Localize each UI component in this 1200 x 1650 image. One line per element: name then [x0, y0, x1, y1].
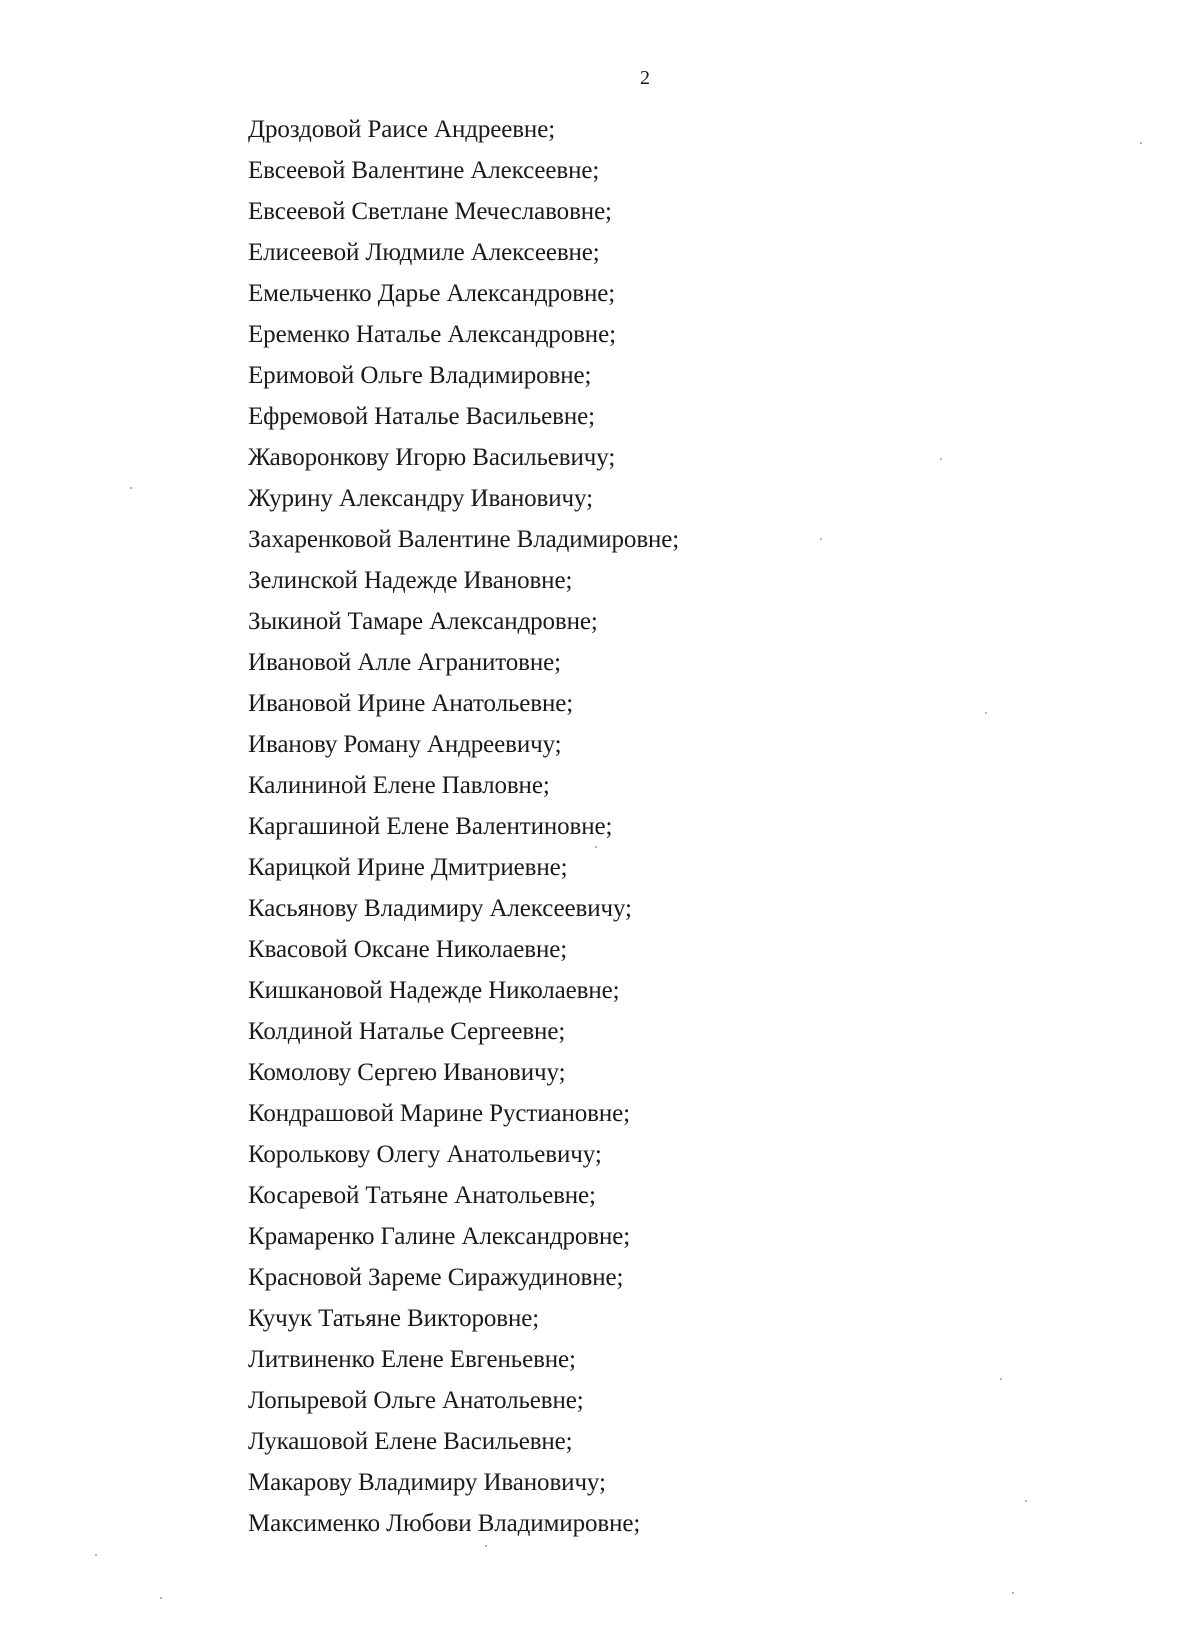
scan-speck: [95, 1554, 97, 1556]
name-list: [248, 109, 679, 1544]
name-list-item: Косаревой Татьяне Анатольевне;: [248, 1182, 596, 1209]
name-list-item: Евсеевой Светлане Мечеславовне;: [248, 198, 612, 225]
name-list-item: Ивановой Ирине Анатольевне;: [248, 690, 574, 717]
name-list-item: Ивановой Алле Агранитовне;: [248, 649, 562, 676]
name-list-item: Касьянову Владимиру Алексеевичу;: [248, 895, 632, 922]
name-list-item: Лопыревой Ольге Анатольевне;: [248, 1387, 584, 1414]
name-list-item: Емельченко Дарье Александровне;: [248, 280, 616, 307]
page-number: 2: [640, 67, 650, 89]
name-list-item: Жаворонкову Игорю Васильевичу;: [248, 444, 616, 471]
name-list-item: Кишкановой Надежде Николаевне;: [248, 977, 620, 1004]
scan-speck: [1140, 142, 1142, 144]
name-list-item: Зыкиной Тамаре Александровне;: [248, 608, 598, 635]
name-list-item: Журину Александру Ивановичу;: [248, 485, 593, 512]
name-list-item: Макарову Владимиру Ивановичу;: [248, 1469, 606, 1496]
name-list-item: Елисеевой Людмиле Алексеевне;: [248, 239, 600, 266]
name-list-item: Максименко Любови Владимировне;: [248, 1510, 641, 1537]
name-list-item: Еримовой Ольге Владимировне;: [248, 362, 592, 389]
scan-speck: [130, 487, 132, 489]
name-list-item: Крамаренко Галине Александровне;: [248, 1223, 631, 1250]
scan-speck: [820, 538, 822, 540]
name-list-item: Захаренковой Валентине Владимировне;: [248, 526, 680, 553]
name-list-item: Каргашиной Елене Валентиновне;: [248, 813, 613, 840]
name-list-item: Колдиной Наталье Сергеевне;: [248, 1018, 566, 1045]
scan-speck: [1000, 1378, 1002, 1380]
scan-speck: [485, 1545, 487, 1547]
name-list-item: Калининой Елене Павловне;: [248, 772, 550, 799]
scan-speck: [985, 712, 987, 714]
scan-speck: [1012, 1592, 1014, 1594]
name-list-item: Ефремовой Наталье Васильевне;: [248, 403, 595, 430]
name-list-item: Зелинской Надежде Ивановне;: [248, 567, 573, 594]
name-list-item: Карицкой Ирине Дмитриевне;: [248, 854, 568, 881]
scan-speck: [595, 846, 597, 848]
name-list-item: Кучук Татьяне Викторовне;: [248, 1305, 540, 1332]
name-list-item: Еременко Наталье Александровне;: [248, 321, 616, 348]
name-list-item: Евсеевой Валентине Алексеевне;: [248, 157, 600, 184]
scan-speck: [1025, 1500, 1027, 1502]
name-list-item: Квасовой Оксане Николаевне;: [248, 936, 568, 963]
scan-speck: [940, 458, 942, 460]
name-list-item: Кондрашовой Марине Рустиановне;: [248, 1100, 630, 1127]
name-list-item: Комолову Сергею Ивановичу;: [248, 1059, 566, 1086]
name-list-item: Литвиненко Елене Евгеньевне;: [248, 1346, 576, 1373]
name-list-item: Лукашовой Елене Васильевне;: [248, 1428, 573, 1455]
name-list-item: Иванову Роману Андреевичу;: [248, 731, 562, 758]
name-list-item: Красновой Зареме Сиражудиновне;: [248, 1264, 624, 1291]
name-list-item: Дроздовой Раисе Андреевне;: [248, 116, 556, 143]
scan-speck: [160, 1597, 162, 1599]
name-list-item: Королькову Олегу Анатольевичу;: [248, 1141, 602, 1168]
